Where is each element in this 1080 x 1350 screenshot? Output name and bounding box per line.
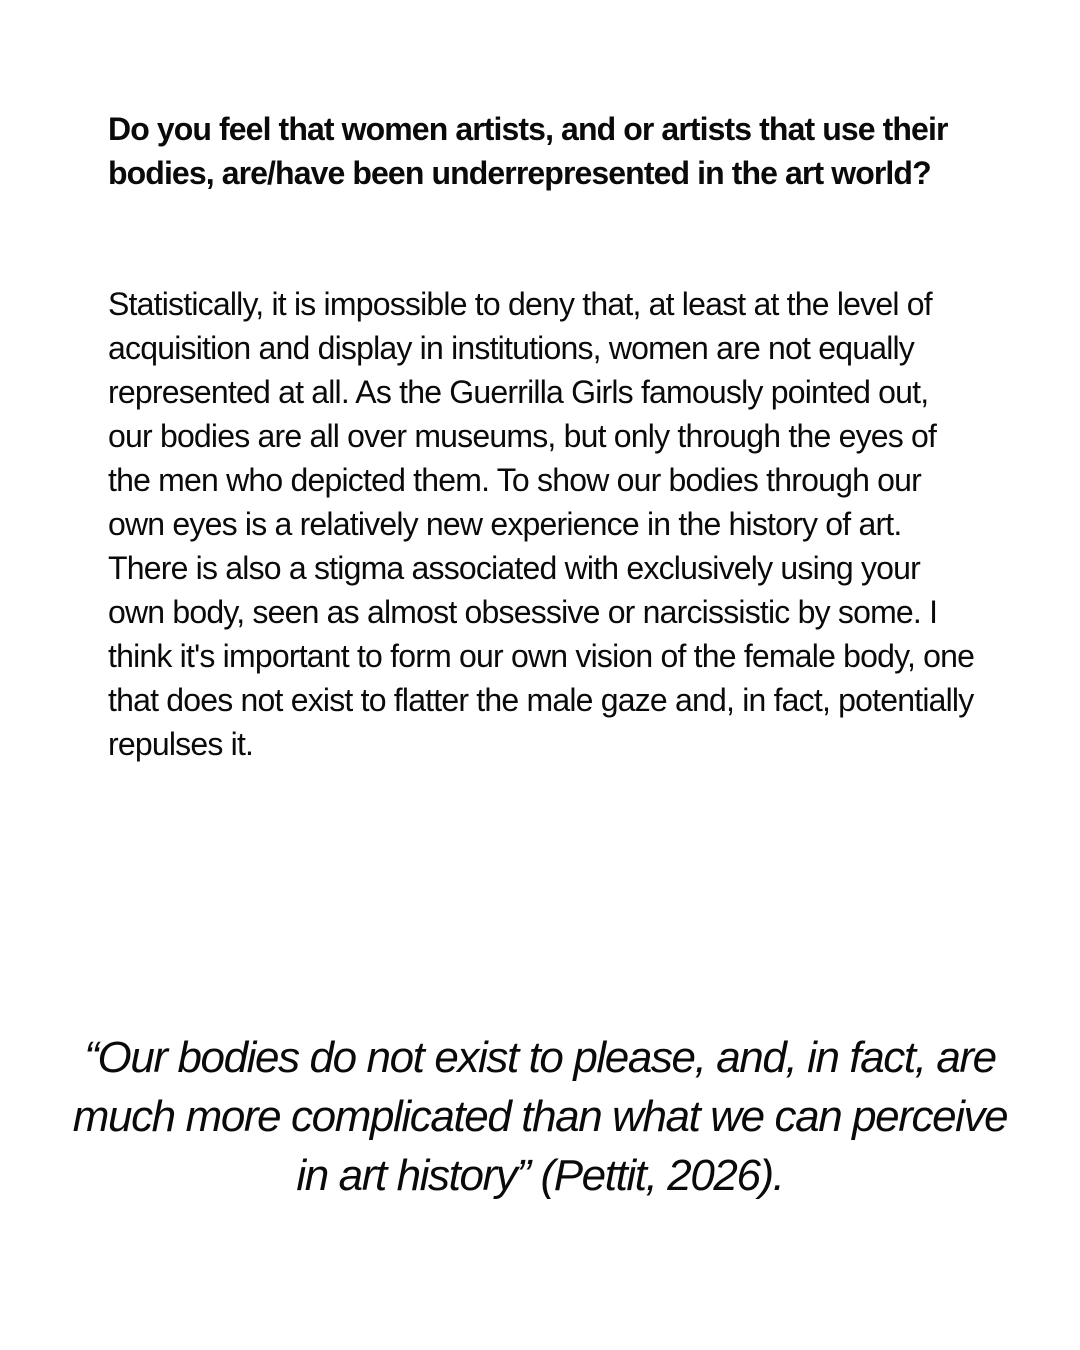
pull-quote-citation: (Pettit, 2026). [529,1151,784,1200]
interview-answer: Statistically, it is impossible to deny that, at least at the level of acquisition and display in institutions, women are not equally represented at all. As the Guerrilla Girls famously pointed out, our bodies are all over museums, but only through the eyes of the men who depicted them. To show our bodies through our own eyes is a relatively new experience in the history of art. There is also a stigma associated with exclusively using your own body, seen as almost obsessive or narcissistic by some. I think it's important to form our own vision of the female body, one that does not exist to flatter the male gaze and, in fact, potentially repulses it. [108,286,975,762]
interview-question: Do you feel that women artists, and or artists that use their bodies, are/have been underrepresented in the art world? [108,111,948,191]
pull-quote [60,1028,1020,1205]
pull-quote-text: “Our bodies do not exist to please, and, in fact, are much more complicated than what we can perceive in art history” [72,1033,1008,1200]
